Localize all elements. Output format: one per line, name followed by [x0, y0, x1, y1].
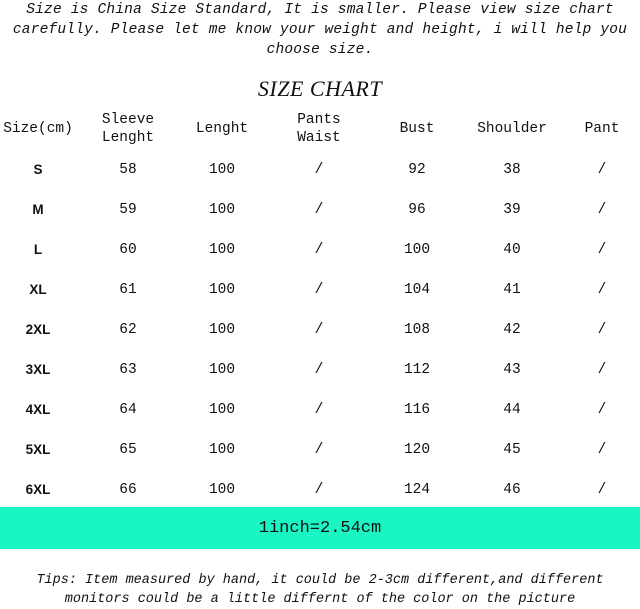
cell-bust: 92 — [408, 162, 426, 178]
cell-length: 100 — [208, 202, 236, 218]
cell-sleeve-length: 61 — [119, 282, 137, 298]
cell-shoulder: 46 — [503, 482, 521, 498]
notice-line-2: carefully. Please let me know your weight and height, i will help you — [12, 22, 628, 38]
table-row — [0, 430, 640, 470]
cell-pants-waist: / — [314, 322, 324, 338]
conversion-band — [0, 507, 640, 549]
cell-pants-waist: / — [314, 162, 324, 178]
cell-length: 100 — [208, 282, 236, 298]
cell-length: 100 — [208, 482, 236, 498]
cell-pants-waist: / — [314, 362, 324, 378]
header-size: Size(cm) — [3, 121, 73, 137]
cell-size: 6XL — [25, 482, 51, 497]
cell-size: 5XL — [25, 442, 51, 457]
header-pants-waist: Pants Waist — [297, 112, 341, 146]
cell-pants-waist: / — [314, 202, 324, 218]
tips-line-2: monitors could be a little differnt of the color on the picture — [64, 592, 576, 607]
tips-line-1: Tips: Item measured by hand, it could be 2-3cm different,and different — [36, 573, 604, 588]
cell-length: 100 — [208, 322, 236, 338]
conversion-text: 1inch=2.54cm — [258, 518, 382, 538]
cell-sleeve-length: 64 — [119, 402, 137, 418]
tips-note — [0, 571, 640, 609]
cell-sleeve-length: 58 — [119, 162, 137, 178]
cell-bust: 100 — [403, 242, 431, 258]
notice-line-1: Size is China Size Standard, It is smaller. Please view size chart — [26, 2, 614, 18]
cell-size: L — [33, 242, 43, 257]
cell-bust: 112 — [403, 362, 431, 378]
cell-pant: / — [597, 242, 607, 258]
header-shoulder: Shoulder — [477, 121, 547, 137]
cell-pant: / — [597, 362, 607, 378]
cell-shoulder: 41 — [503, 282, 521, 298]
table-header-row — [0, 108, 640, 150]
header-bust: Bust — [399, 121, 435, 137]
cell-pant: / — [597, 322, 607, 338]
cell-pant: / — [597, 482, 607, 498]
table-row — [0, 230, 640, 270]
cell-size: S — [33, 162, 43, 177]
cell-sleeve-length: 65 — [119, 442, 137, 458]
table-row — [0, 270, 640, 310]
table-row — [0, 390, 640, 430]
cell-shoulder: 45 — [503, 442, 521, 458]
cell-pant: / — [597, 202, 607, 218]
cell-shoulder: 44 — [503, 402, 521, 418]
cell-shoulder: 39 — [503, 202, 521, 218]
cell-pants-waist: / — [314, 442, 324, 458]
cell-pants-waist: / — [314, 282, 324, 298]
table-row — [0, 350, 640, 390]
cell-pant: / — [597, 402, 607, 418]
cell-size: 4XL — [25, 402, 51, 417]
cell-shoulder: 40 — [503, 242, 521, 258]
cell-shoulder: 42 — [503, 322, 521, 338]
cell-sleeve-length: 62 — [119, 322, 137, 338]
header-pant: Pant — [584, 121, 620, 137]
size-notice — [0, 0, 640, 60]
cell-size: M — [32, 202, 44, 217]
cell-length: 100 — [208, 442, 236, 458]
table-row — [0, 150, 640, 190]
notice-line-3: choose size. — [266, 42, 374, 58]
size-chart-title: SIZE CHART — [257, 76, 383, 101]
cell-size: 2XL — [25, 322, 51, 337]
cell-pant: / — [597, 162, 607, 178]
cell-length: 100 — [208, 362, 236, 378]
cell-bust: 108 — [403, 322, 431, 338]
header-length: Lenght — [195, 121, 249, 137]
cell-shoulder: 43 — [503, 362, 521, 378]
cell-sleeve-length: 59 — [119, 202, 137, 218]
cell-length: 100 — [208, 402, 236, 418]
table-row — [0, 310, 640, 350]
size-table — [0, 108, 640, 510]
table-body — [0, 150, 640, 510]
cell-pants-waist: / — [314, 482, 324, 498]
header-sleeve-length: Sleeve Lenght — [101, 112, 155, 146]
cell-length: 100 — [208, 242, 236, 258]
table-row — [0, 190, 640, 230]
cell-size: 3XL — [25, 362, 51, 377]
cell-bust: 104 — [403, 282, 431, 298]
cell-length: 100 — [208, 162, 236, 178]
cell-sleeve-length: 63 — [119, 362, 137, 378]
cell-pant: / — [597, 442, 607, 458]
cell-bust: 120 — [403, 442, 431, 458]
cell-size: XL — [29, 282, 47, 297]
cell-sleeve-length: 66 — [119, 482, 137, 498]
cell-pants-waist: / — [314, 402, 324, 418]
cell-bust: 96 — [408, 202, 426, 218]
cell-bust: 116 — [403, 402, 431, 418]
cell-shoulder: 38 — [503, 162, 521, 178]
cell-bust: 124 — [403, 482, 431, 498]
cell-sleeve-length: 60 — [119, 242, 137, 258]
cell-pant: / — [597, 282, 607, 298]
table-row — [0, 470, 640, 510]
cell-pants-waist: / — [314, 242, 324, 258]
